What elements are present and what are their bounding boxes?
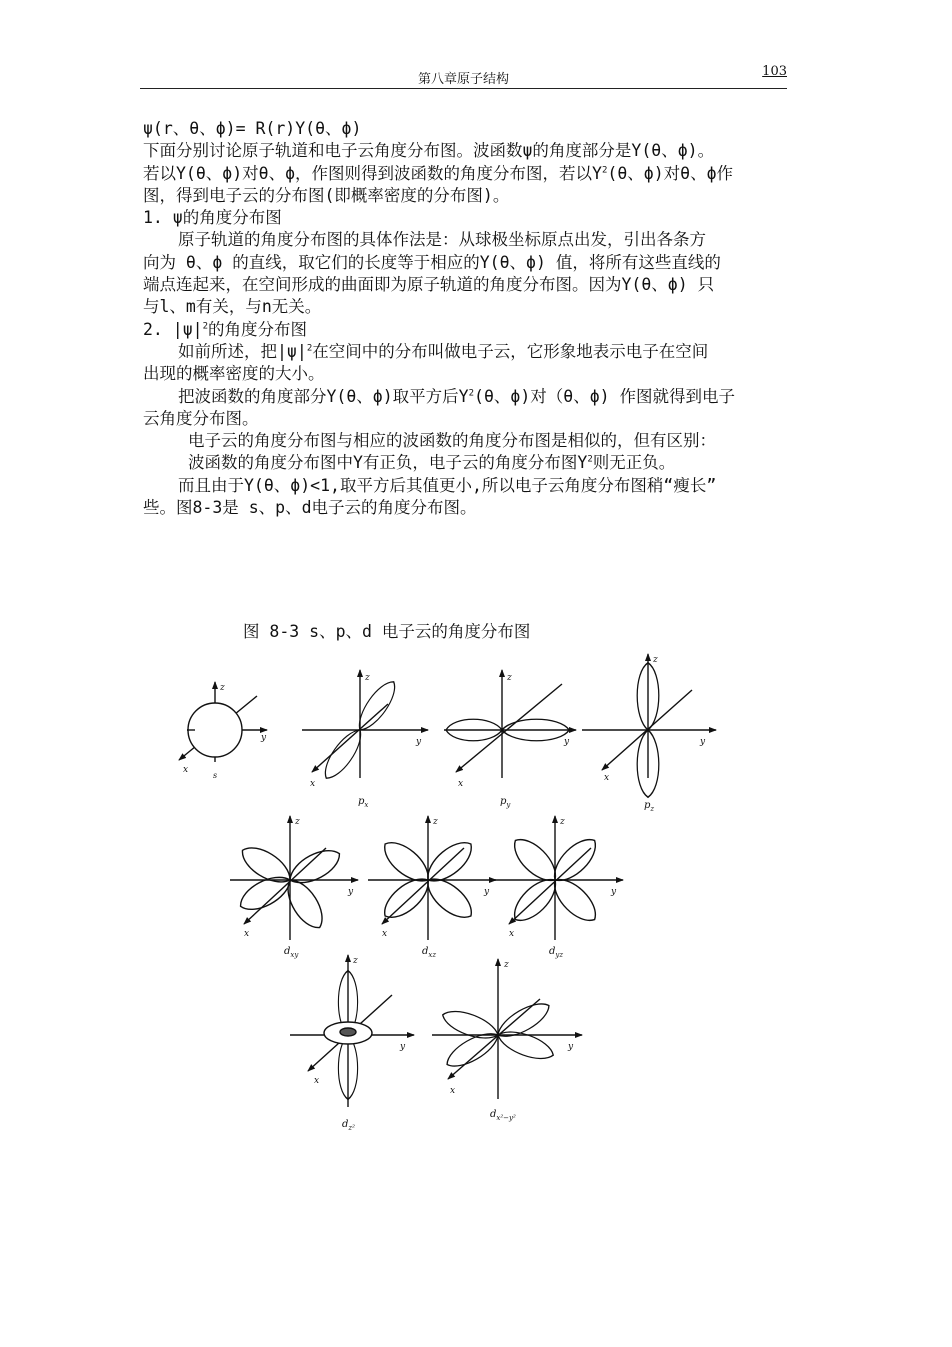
paragraph-line: 而且由于Y(θ、ϕ)<1,取平方后其值更小,所以电子云角度分布图稍“瘦长” [178, 475, 717, 495]
paragraph-line: 把波函数的角度部分Y(θ、ϕ)取平方后$Y^2(\theta$、ϕ)对（θ、ϕ) 作图就得到电子 [178, 386, 736, 406]
x-axis-label: x [183, 765, 189, 775]
svg-text:x: x [509, 929, 515, 939]
dx2y2-label: $d_{x^2-y^2}$ [490, 1109, 516, 1122]
figure-caption: 图 8-3 s、p、d 电子云的角度分布图 [243, 622, 531, 641]
py-label: $p_y$ [500, 796, 511, 809]
paragraph-line: 电子云的角度分布图与相应的波函数的角度分布图是相似的，但有区别： [188, 431, 716, 451]
page-number: 103 [762, 64, 787, 79]
dxy-label: $d_{xy}$ [284, 946, 299, 959]
z-axis-label: z [220, 683, 225, 693]
svg-text:x: x [458, 779, 464, 789]
dxz-label: $d_{xz}$ [422, 946, 437, 959]
svg-text:z: z [504, 960, 509, 970]
svg-text:x: x [382, 929, 388, 939]
svg-text:y: y [348, 887, 354, 897]
svg-text:x: x [314, 1076, 320, 1086]
dyz-label: $d_{yz}$ [549, 946, 564, 959]
svg-text:x: x [604, 773, 610, 783]
s-orbital-diagram [179, 682, 267, 780]
svg-text:x: x [310, 779, 316, 789]
py-orbital-diagram [444, 670, 576, 809]
paragraph-line: 端点连起来，在空间形成的曲面即为原子轨道的角度分布图。因为Y(θ、ϕ) 只 [143, 275, 715, 295]
svg-text:z: z [560, 817, 565, 827]
px-label: $p_x$ [358, 796, 369, 809]
dxz-orbital-diagram [368, 816, 496, 959]
svg-text:z: z [433, 817, 438, 827]
chapter-title: 第八章原子结构 [417, 72, 509, 87]
dx2y2-orbital-diagram [432, 959, 582, 1122]
wavefunction-equation: ψ(r、θ、ϕ)= R(r)Y(θ、ϕ) [143, 119, 362, 138]
svg-text:x: x [244, 929, 250, 939]
px-orbital-diagram [302, 670, 428, 809]
pz-label: $p_z$ [644, 800, 655, 813]
section-heading-1: 1. ψ的角度分布图 [143, 208, 282, 228]
svg-text:y: y [484, 887, 490, 897]
section-heading-2: 2. $|\psi|^2$的角度分布图 [143, 319, 308, 339]
svg-text:y: y [700, 737, 706, 747]
y-axis-label: y [261, 733, 267, 743]
paragraph-line: 下面分别讨论原子轨道和电子云角度分布图。波函数ψ的角度部分是Y(θ、ϕ)。 [143, 141, 715, 161]
paragraph-line: 图，得到电子云的分布图(即概率密度的分布图)。 [143, 185, 510, 205]
svg-text:z: z [507, 673, 512, 683]
paragraph-line: 向为 θ、ϕ 的直线，取它们的长度等于相应的Y(θ、ϕ) 值，将所有这些直线的 [143, 252, 721, 272]
svg-text:z: z [295, 817, 300, 827]
pz-orbital-diagram [582, 654, 716, 813]
paragraph-line: 波函数的角度分布图中Y有正负，电子云的角度分布图$Y^2$则无正负。 [188, 453, 676, 473]
svg-text:y: y [400, 1042, 406, 1052]
paragraph-line: 出现的概率密度的大小。 [143, 364, 325, 384]
svg-text:z: z [653, 655, 658, 665]
paragraph-line: 云角度分布图。 [143, 408, 259, 428]
svg-text:y: y [564, 737, 570, 747]
svg-text:z: z [353, 956, 358, 966]
paragraph-line: 如前所述，把$|\psi|^2$在空间中的分布叫做电子云，它形象地表示电子在空间 [178, 341, 709, 361]
svg-text:y: y [416, 737, 422, 747]
dyz-orbital-diagram [493, 816, 623, 959]
paragraph-line: 些。图8-3是 s、p、d电子云的角度分布图。 [143, 498, 477, 518]
svg-text:x: x [450, 1086, 456, 1096]
dxy-orbital-diagram [230, 816, 358, 959]
svg-text:z: z [365, 673, 370, 683]
paragraph-line: 与l、m有关，与n无关。 [143, 297, 322, 317]
paragraph-line: 若以Y(θ、ϕ)对θ、ϕ，作图则得到波函数的角度分布图，若以$Y^2(\theta$、ϕ)对θ、ϕ作 [143, 163, 734, 183]
svg-text:y: y [568, 1042, 574, 1052]
dz2-label: $d_{z^2}$ [342, 1119, 355, 1132]
dz2-orbital-diagram [290, 955, 414, 1132]
svg-text:y: y [611, 887, 617, 897]
paragraph-line: 原子轨道的角度分布图的具体作法是：从球极坐标原点出发，引出各条方 [178, 230, 706, 250]
s-orbital-label: s [213, 771, 218, 780]
